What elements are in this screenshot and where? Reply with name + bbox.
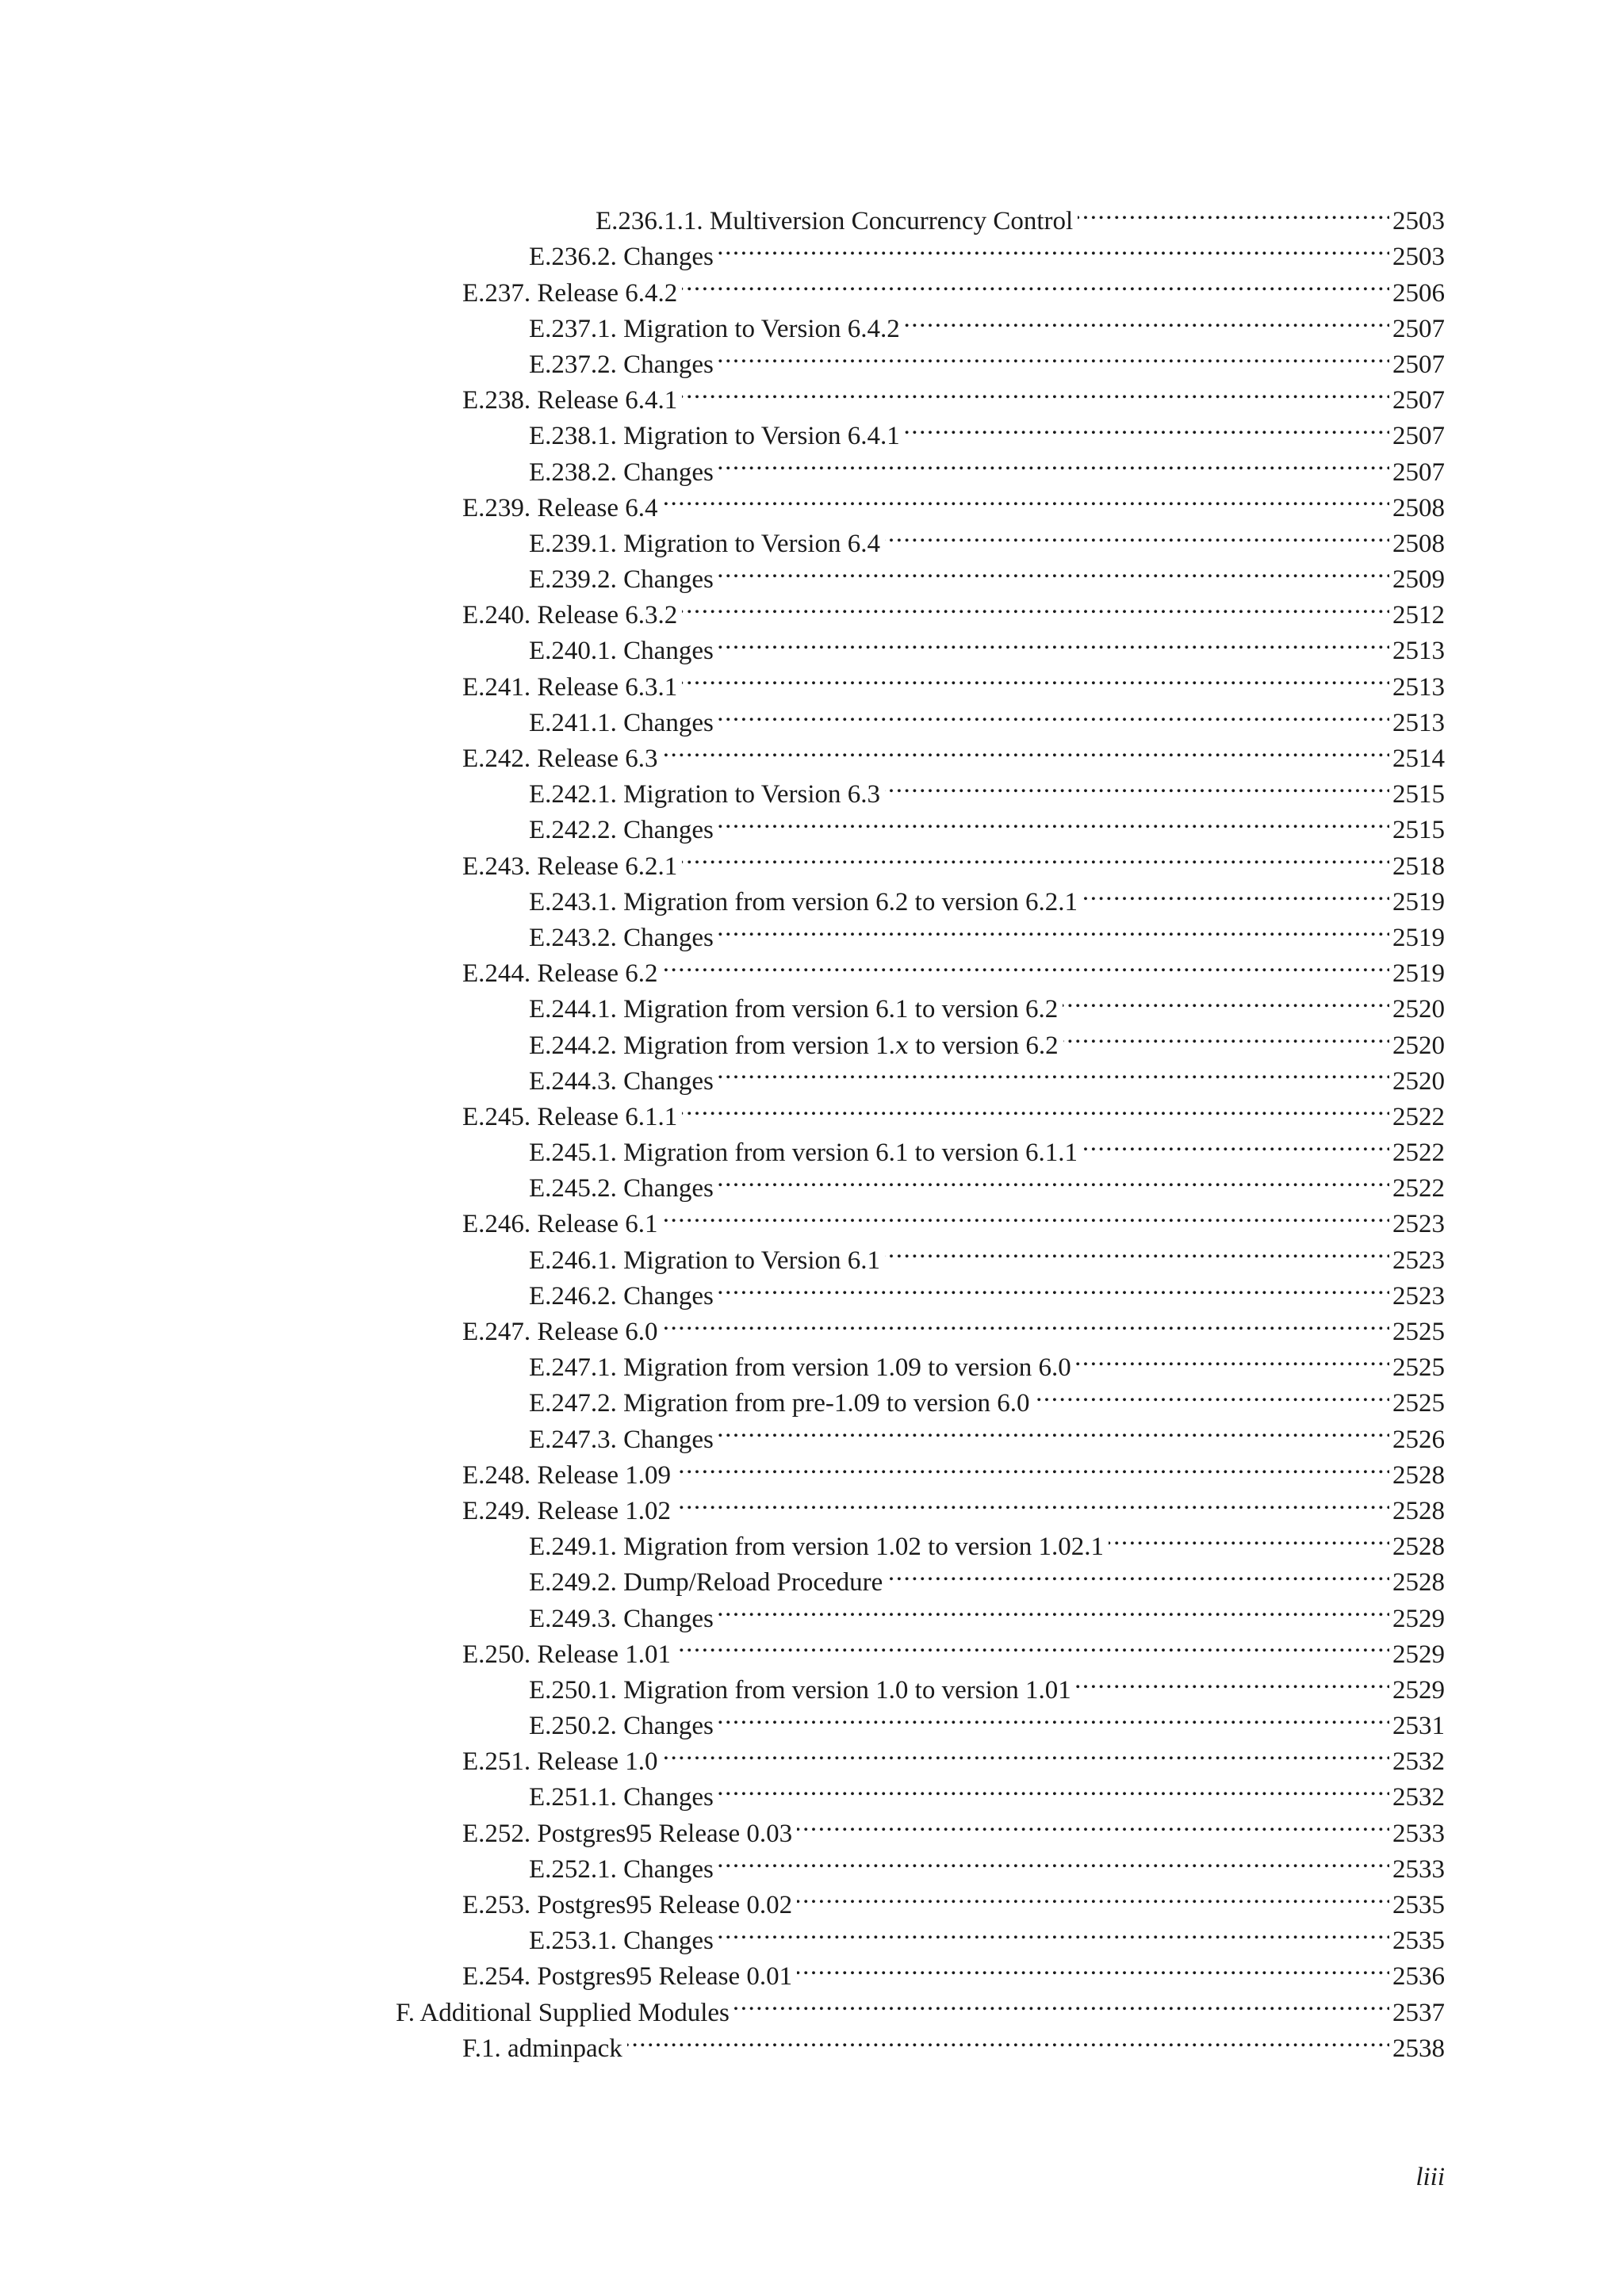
toc-entry[interactable] <box>0 1411 1624 1454</box>
toc-entry[interactable] <box>0 1054 1624 1096</box>
toc-entry[interactable] <box>0 444 1624 487</box>
toc-entry-page-number[interactable]: 2526 <box>1392 1425 1445 1454</box>
toc-entry[interactable] <box>0 480 1624 522</box>
dot-leader <box>1109 1519 1389 1555</box>
dot-leader <box>1082 1125 1389 1161</box>
toc-entry[interactable] <box>0 193 1624 236</box>
dot-leader <box>663 1734 1389 1770</box>
toc-entry-title[interactable]: E.252.1. Changes <box>529 1854 714 1884</box>
toc-entry-title[interactable]: E.238. Release 6.4.1 <box>462 386 678 415</box>
dot-leader <box>885 516 1389 552</box>
toc-entry-title[interactable]: E.237. Release 6.4.2 <box>462 278 678 308</box>
toc-entry-page-number[interactable]: 2520 <box>1392 1066 1445 1096</box>
toc-entry-title[interactable]: E.243.1. Migration from version 6.2 to version 6.2.1 <box>529 887 1078 916</box>
toc-entry-title[interactable]: E.244.3. Changes <box>529 1066 714 1096</box>
dot-leader <box>718 1842 1389 1877</box>
toc-entry-page-number[interactable]: 2522 <box>1392 1138 1445 1168</box>
dot-leader <box>1078 193 1389 229</box>
toc-entry[interactable] <box>0 1734 1624 1777</box>
toc-entry[interactable] <box>0 802 1624 845</box>
toc-entry-title[interactable]: E.249.1. Migration from version 1.02 to version 1.02.1 <box>529 1533 1105 1562</box>
toc-entry-page-number[interactable]: 2528 <box>1392 1568 1445 1598</box>
toc-entry-page-number[interactable]: 2532 <box>1392 1747 1445 1777</box>
toc-entry-title[interactable]: E.254. Postgres95 Release 0.01 <box>462 1962 793 1992</box>
toc-entry-page-number[interactable]: 2528 <box>1392 1533 1445 1562</box>
dot-leader <box>1063 1017 1389 1053</box>
toc-entry[interactable] <box>0 910 1624 952</box>
toc-entry-page-number[interactable]: 2519 <box>1392 887 1445 916</box>
dot-leader <box>718 1269 1389 1304</box>
dot-leader <box>663 946 1389 982</box>
toc-entry-title[interactable]: E.246. Release 6.1 <box>462 1210 658 1239</box>
toc-entry-title[interactable]: E.240.1. Changes <box>529 637 714 666</box>
dot-leader <box>682 1089 1389 1125</box>
toc-entry-page-number[interactable]: 2535 <box>1392 1891 1445 1919</box>
toc-entry-title[interactable]: E.247.3. Changes <box>529 1425 714 1454</box>
dot-leader <box>718 552 1389 587</box>
dot-leader <box>663 1304 1389 1340</box>
toc-entry-page-number[interactable]: 2513 <box>1392 637 1445 666</box>
toc-entry-title[interactable]: E.244. Release 6.2 <box>462 959 658 989</box>
toc-entry[interactable] <box>0 1590 1624 1633</box>
dot-leader <box>1034 1376 1389 1411</box>
toc-entry-title[interactable]: E.243. Release 6.2.1 <box>462 851 678 881</box>
toc-entry-title[interactable]: E.237.1. Migration to Version 6.4.2 <box>529 314 900 343</box>
toc-entry-page-number[interactable]: 2509 <box>1392 565 1445 595</box>
dot-leader <box>797 1805 1389 1841</box>
dot-leader <box>718 623 1389 659</box>
dot-leader <box>718 1161 1389 1196</box>
table-of-contents <box>0 193 1624 2063</box>
toc-entry-title[interactable]: E.246.2. Changes <box>529 1281 714 1311</box>
toc-entry[interactable] <box>0 337 1624 379</box>
dot-leader <box>885 1232 1389 1268</box>
toc-entry-page-number[interactable]: 2529 <box>1392 1604 1445 1633</box>
toc-entry[interactable] <box>0 1125 1624 1168</box>
toc-entry-page-number[interactable]: 2525 <box>1392 1389 1445 1418</box>
toc-entry[interactable] <box>0 659 1624 702</box>
toc-entry-page-number[interactable]: 2520 <box>1392 1031 1445 1060</box>
toc-entry-title[interactable]: E.237.2. Changes <box>529 350 714 379</box>
toc-entry-page-number[interactable]: 2525 <box>1392 1318 1445 1346</box>
dot-leader <box>718 1913 1389 1949</box>
toc-entry-page-number[interactable]: 2533 <box>1392 1819 1445 1848</box>
toc-entry-page-number[interactable]: 2507 <box>1392 457 1445 487</box>
dot-leader <box>676 1448 1389 1483</box>
toc-entry[interactable] <box>0 373 1624 415</box>
toc-entry-page-number[interactable]: 2538 <box>1392 2034 1445 2063</box>
toc-entry-title[interactable]: E.242.1. Migration to Version 6.3 <box>529 780 881 809</box>
toc-entry[interactable] <box>0 731 1624 773</box>
toc-entry-page-number[interactable]: 2528 <box>1392 1460 1445 1490</box>
dot-leader <box>663 731 1389 767</box>
toc-entry-page-number[interactable]: 2523 <box>1392 1246 1445 1275</box>
dot-leader <box>682 265 1389 300</box>
toc-entry-page-number[interactable]: 2531 <box>1392 1712 1445 1741</box>
toc-entry[interactable] <box>0 516 1624 558</box>
dot-leader <box>1082 874 1389 910</box>
dot-leader <box>718 229 1389 265</box>
toc-entry[interactable] <box>0 1304 1624 1346</box>
toc-entry-title[interactable]: E.251.1. Changes <box>529 1783 714 1812</box>
toc-entry-title[interactable]: F.1. adminpack <box>462 2034 622 2063</box>
toc-entry-page-number[interactable]: 2503 <box>1392 207 1445 236</box>
toc-entry-title[interactable]: E.241.1. Changes <box>529 708 714 737</box>
toc-entry[interactable] <box>0 1663 1624 1705</box>
toc-entry[interactable] <box>0 767 1624 809</box>
toc-entry-page-number[interactable]: 2528 <box>1392 1496 1445 1525</box>
toc-entry[interactable] <box>0 265 1624 308</box>
toc-entry-page-number[interactable]: 2507 <box>1392 350 1445 379</box>
toc-entry-title[interactable]: E.248. Release 1.09 <box>462 1460 672 1490</box>
toc-entry[interactable] <box>0 1877 1624 1919</box>
dot-leader <box>1076 1340 1389 1376</box>
toc-entry-title[interactable]: E.241. Release 6.3.1 <box>462 672 678 702</box>
toc-entry-page-number[interactable]: 2533 <box>1392 1854 1445 1884</box>
toc-entry[interactable] <box>0 874 1624 916</box>
dot-leader <box>905 408 1389 444</box>
toc-entry-page-number[interactable]: 2522 <box>1392 1102 1445 1131</box>
toc-entry-page-number[interactable]: 2519 <box>1392 959 1445 989</box>
dot-leader <box>1063 982 1389 1017</box>
toc-entry-title[interactable]: E.249.3. Changes <box>529 1604 714 1633</box>
toc-entry-page-number[interactable]: 2506 <box>1392 278 1445 308</box>
toc-entry-title-part: E.244.2. Migration from version 1. <box>529 1031 895 1060</box>
dot-leader <box>718 337 1389 373</box>
dot-leader <box>797 1877 1389 1913</box>
toc-entry[interactable] <box>0 552 1624 595</box>
dot-leader <box>682 838 1389 874</box>
toc-entry[interactable] <box>0 1017 1624 1060</box>
dot-leader <box>718 695 1389 731</box>
toc-entry-title[interactable]: E.247.1. Migration from version 1.09 to version 6.0 <box>529 1353 1071 1383</box>
toc-entry-page-number[interactable]: 2523 <box>1392 1281 1445 1311</box>
dot-leader <box>682 373 1389 408</box>
toc-entry-page-number[interactable]: 2520 <box>1392 995 1445 1024</box>
toc-entry[interactable] <box>0 1627 1624 1669</box>
toc-entry-page-number[interactable]: 2507 <box>1392 386 1445 415</box>
toc-entry-page-number[interactable]: 2525 <box>1392 1353 1445 1383</box>
dot-leader <box>682 659 1389 695</box>
dot-leader <box>718 444 1389 480</box>
toc-entry-title[interactable]: E.250. Release 1.01 <box>462 1640 672 1669</box>
toc-entry-title[interactable]: E.251. Release 1.0 <box>462 1747 658 1777</box>
dot-leader <box>663 480 1389 516</box>
toc-entry-page-number[interactable]: 2532 <box>1392 1783 1445 1812</box>
toc-entry[interactable] <box>0 587 1624 630</box>
toc-entry-title[interactable]: E.253. Postgres95 Release 0.02 <box>462 1891 793 1919</box>
toc-entry-title[interactable]: E.239.2. Changes <box>529 565 714 595</box>
toc-entry-title[interactable]: E.247.2. Migration from pre-1.09 to version 6.0 <box>529 1389 1030 1418</box>
toc-entry-title[interactable]: E.245.1. Migration from version 6.1 to version 6.1.1 <box>529 1138 1078 1168</box>
dot-leader <box>905 301 1389 337</box>
toc-entry[interactable] <box>0 301 1624 343</box>
dot-leader <box>797 1949 1389 1984</box>
dot-leader <box>627 2021 1389 2057</box>
toc-entry[interactable] <box>0 1555 1624 1598</box>
dot-leader <box>718 1411 1389 1447</box>
toc-entry-page-number[interactable]: 2514 <box>1392 744 1445 773</box>
dot-leader <box>887 1555 1389 1590</box>
toc-entry-title[interactable]: E.249. Release 1.02 <box>462 1496 672 1525</box>
toc-entry-page-number[interactable]: 2512 <box>1392 601 1445 630</box>
toc-entry[interactable] <box>0 1089 1624 1131</box>
toc-entry[interactable] <box>0 1196 1624 1239</box>
toc-entry-page-number[interactable]: 2519 <box>1392 923 1445 952</box>
toc-entry-title[interactable]: E.240. Release 6.3.2 <box>462 601 678 630</box>
toc-entry-page-number[interactable]: 2522 <box>1392 1174 1445 1203</box>
toc-entry-page-number[interactable]: 2508 <box>1392 493 1445 522</box>
toc-entry-page-number[interactable]: 2536 <box>1392 1962 1445 1992</box>
toc-entry-title[interactable]: E.236.2. Changes <box>529 243 714 272</box>
dot-leader <box>663 1196 1389 1232</box>
toc-entry-page-number[interactable]: 2523 <box>1392 1210 1445 1239</box>
toc-entry[interactable] <box>0 1698 1624 1741</box>
toc-entry[interactable] <box>0 1842 1624 1884</box>
toc-entry[interactable] <box>0 1448 1624 1490</box>
toc-entry[interactable] <box>0 1269 1624 1311</box>
dot-leader <box>885 767 1389 802</box>
toc-entry[interactable] <box>0 1770 1624 1812</box>
toc-entry-title[interactable]: F. Additional Supplied Modules <box>396 1998 730 2027</box>
toc-entry[interactable] <box>0 1340 1624 1383</box>
toc-entry-title[interactable]: E.246.1. Migration to Version 6.1 <box>529 1246 881 1275</box>
toc-entry-page-number[interactable]: 2529 <box>1392 1675 1445 1705</box>
toc-entry[interactable] <box>0 982 1624 1024</box>
dot-leader <box>734 1984 1389 2020</box>
toc-entry-title[interactable]: E.244.1. Migration from version 6.1 to version 6.2 <box>529 995 1059 1024</box>
dot-leader <box>718 1054 1389 1089</box>
dot-leader <box>718 910 1389 946</box>
toc-entry[interactable] <box>0 1949 1624 1992</box>
toc-entry-title[interactable]: E.242.2. Changes <box>529 816 714 845</box>
dot-leader <box>718 802 1389 838</box>
dot-leader <box>676 1627 1389 1663</box>
page-number-footer: liii <box>1415 2163 1445 2191</box>
dot-leader <box>682 587 1389 623</box>
toc-entry-title[interactable]: E.249.2. Dump/Reload Procedure <box>529 1568 883 1598</box>
toc-entry-title[interactable]: E.238.1. Migration to Version 6.4.1 <box>529 422 900 451</box>
toc-entry[interactable] <box>0 229 1624 272</box>
toc-entry[interactable] <box>0 1519 1624 1562</box>
toc-entry-page-number[interactable]: 2515 <box>1392 816 1445 845</box>
toc-entry-page-number[interactable]: 2518 <box>1392 851 1445 881</box>
toc-entry-title[interactable]: E.245. Release 6.1.1 <box>462 1102 678 1131</box>
toc-entry-title[interactable]: E.252. Postgres95 Release 0.03 <box>462 1819 793 1848</box>
toc-entry[interactable] <box>0 1984 1624 2027</box>
toc-entry-title[interactable]: E.239. Release 6.4 <box>462 493 658 522</box>
toc-entry[interactable] <box>0 1483 1624 1525</box>
toc-entry[interactable] <box>0 838 1624 881</box>
toc-entry[interactable] <box>0 2021 1624 2063</box>
toc-entry[interactable] <box>0 695 1624 737</box>
toc-entry-title-part: to version 6.2 <box>908 1031 1059 1060</box>
toc-entry[interactable] <box>0 408 1624 451</box>
toc-entry[interactable] <box>0 623 1624 666</box>
toc-entry-title[interactable]: E.250.2. Changes <box>529 1712 714 1741</box>
toc-entry-page-number[interactable]: 2535 <box>1392 1927 1445 1956</box>
toc-entry[interactable] <box>0 1232 1624 1275</box>
dot-leader <box>718 1770 1389 1805</box>
toc-entry[interactable] <box>0 1376 1624 1418</box>
dot-leader <box>1076 1663 1389 1698</box>
toc-entry-page-number[interactable]: 2503 <box>1392 243 1445 272</box>
toc-entry-title[interactable]: E.242. Release 6.3 <box>462 744 658 773</box>
toc-entry[interactable] <box>0 946 1624 989</box>
toc-entry[interactable] <box>0 1805 1624 1848</box>
dot-leader <box>718 1698 1389 1734</box>
toc-entry-title[interactable]: E.253.1. Changes <box>529 1927 714 1956</box>
toc-entry-page-number[interactable]: 2537 <box>1392 1998 1445 2027</box>
toc-entry-title-variable: x <box>894 1031 909 1060</box>
toc-entry-page-number[interactable]: 2508 <box>1392 529 1445 558</box>
toc-entry-title[interactable]: E.243.2. Changes <box>529 923 714 952</box>
toc-entry-title[interactable]: E.239.1. Migration to Version 6.4 <box>529 529 881 558</box>
toc-entry-page-number[interactable]: 2507 <box>1392 422 1445 451</box>
dot-leader <box>676 1483 1389 1519</box>
toc-entry-title[interactable]: E.247. Release 6.0 <box>462 1318 658 1346</box>
toc-entry-title[interactable]: E.236.1.1. Multiversion Concurrency Control <box>596 207 1074 236</box>
dot-leader <box>718 1590 1389 1626</box>
toc-entry-page-number[interactable]: 2529 <box>1392 1640 1445 1669</box>
toc-entry-page-number[interactable]: 2515 <box>1392 780 1445 809</box>
toc-entry-title[interactable]: E.245.2. Changes <box>529 1174 714 1203</box>
toc-entry[interactable] <box>0 1161 1624 1203</box>
toc-entry-page-number[interactable]: 2513 <box>1392 708 1445 737</box>
toc-entry-title[interactable]: E.238.2. Changes <box>529 457 714 487</box>
toc-entry-page-number[interactable]: 2513 <box>1392 672 1445 702</box>
toc-entry-page-number[interactable]: 2507 <box>1392 314 1445 343</box>
toc-entry[interactable] <box>0 1913 1624 1956</box>
toc-entry-title[interactable]: E.250.1. Migration from version 1.0 to version 1.01 <box>529 1675 1071 1705</box>
